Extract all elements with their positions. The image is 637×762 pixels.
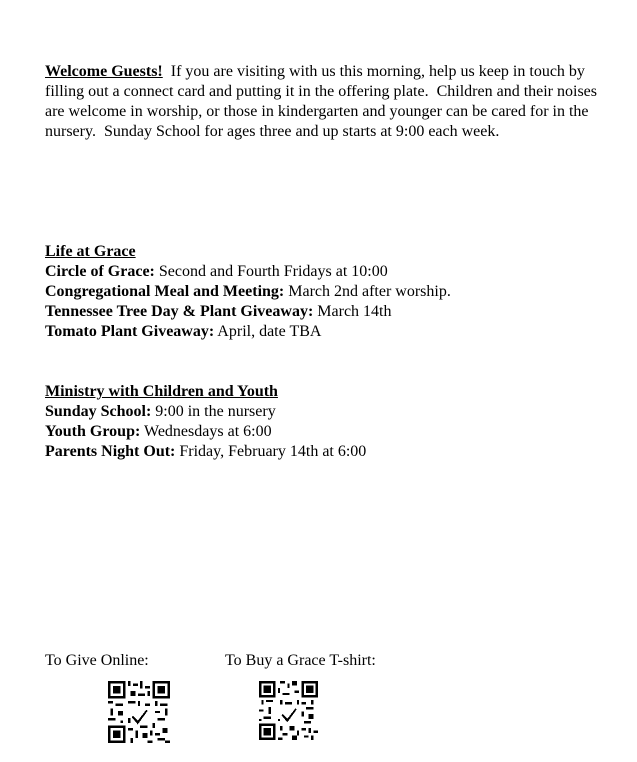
ministry-item-value: Friday, February 14th at 6:00 <box>175 443 367 460</box>
life-item-value: Second and Fourth Fridays at 10:00 <box>154 263 388 280</box>
life-item-term: Tennessee Tree Day & Plant Giveaway: <box>45 303 314 320</box>
ministry-heading: Ministry with Children and Youth <box>45 383 278 400</box>
give-online-qr-code[interactable] <box>108 681 170 743</box>
life-item-term: Congregational Meal and Meeting: <box>45 283 285 300</box>
qr-code-icon <box>108 681 170 743</box>
ministry-item-term: Sunday School: <box>45 403 152 420</box>
life-item <box>45 322 605 342</box>
welcome-text: If you are visiting with us this morning, help us keep in touch by filling out a connect card and putting it in the offering plate. Children and their noises are welcome in worship, or those in kindergarten and younger can be cared for in the nursery. Sunday School for ages three and up starts at 9:00 each week. <box>45 63 602 140</box>
ministry-item <box>45 442 605 462</box>
life-item <box>45 282 605 302</box>
life-item <box>45 302 605 322</box>
ministry-item <box>45 402 605 422</box>
life-item <box>45 262 605 282</box>
ministry-item-term: Parents Night Out: <box>45 443 176 460</box>
life-item-value: March 2nd after worship. <box>284 283 451 300</box>
tshirt-label: To Buy a Grace T-shirt: <box>225 652 376 669</box>
welcome-paragraph <box>45 62 617 142</box>
welcome-heading: Welcome Guests! <box>45 63 163 80</box>
ministry-item-value: 9:00 in the nursery <box>151 403 276 420</box>
life-at-grace-section <box>45 242 605 342</box>
life-at-grace-heading: Life at Grace <box>45 243 136 260</box>
ministry-section <box>45 382 605 462</box>
ministry-item-value: Wednesdays at 6:00 <box>140 423 272 440</box>
ministry-item-term: Youth Group: <box>45 423 141 440</box>
qr-code-icon <box>259 681 318 740</box>
life-item-term: Circle of Grace: <box>45 263 155 280</box>
life-item-term: Tomato Plant Giveaway: <box>45 323 215 340</box>
tshirt-qr-code[interactable] <box>259 681 318 740</box>
life-item-value: April, date TBA <box>214 323 322 340</box>
give-online-label: To Give Online: <box>45 652 149 669</box>
life-item-value: March 14th <box>313 303 392 320</box>
ministry-item <box>45 422 605 442</box>
